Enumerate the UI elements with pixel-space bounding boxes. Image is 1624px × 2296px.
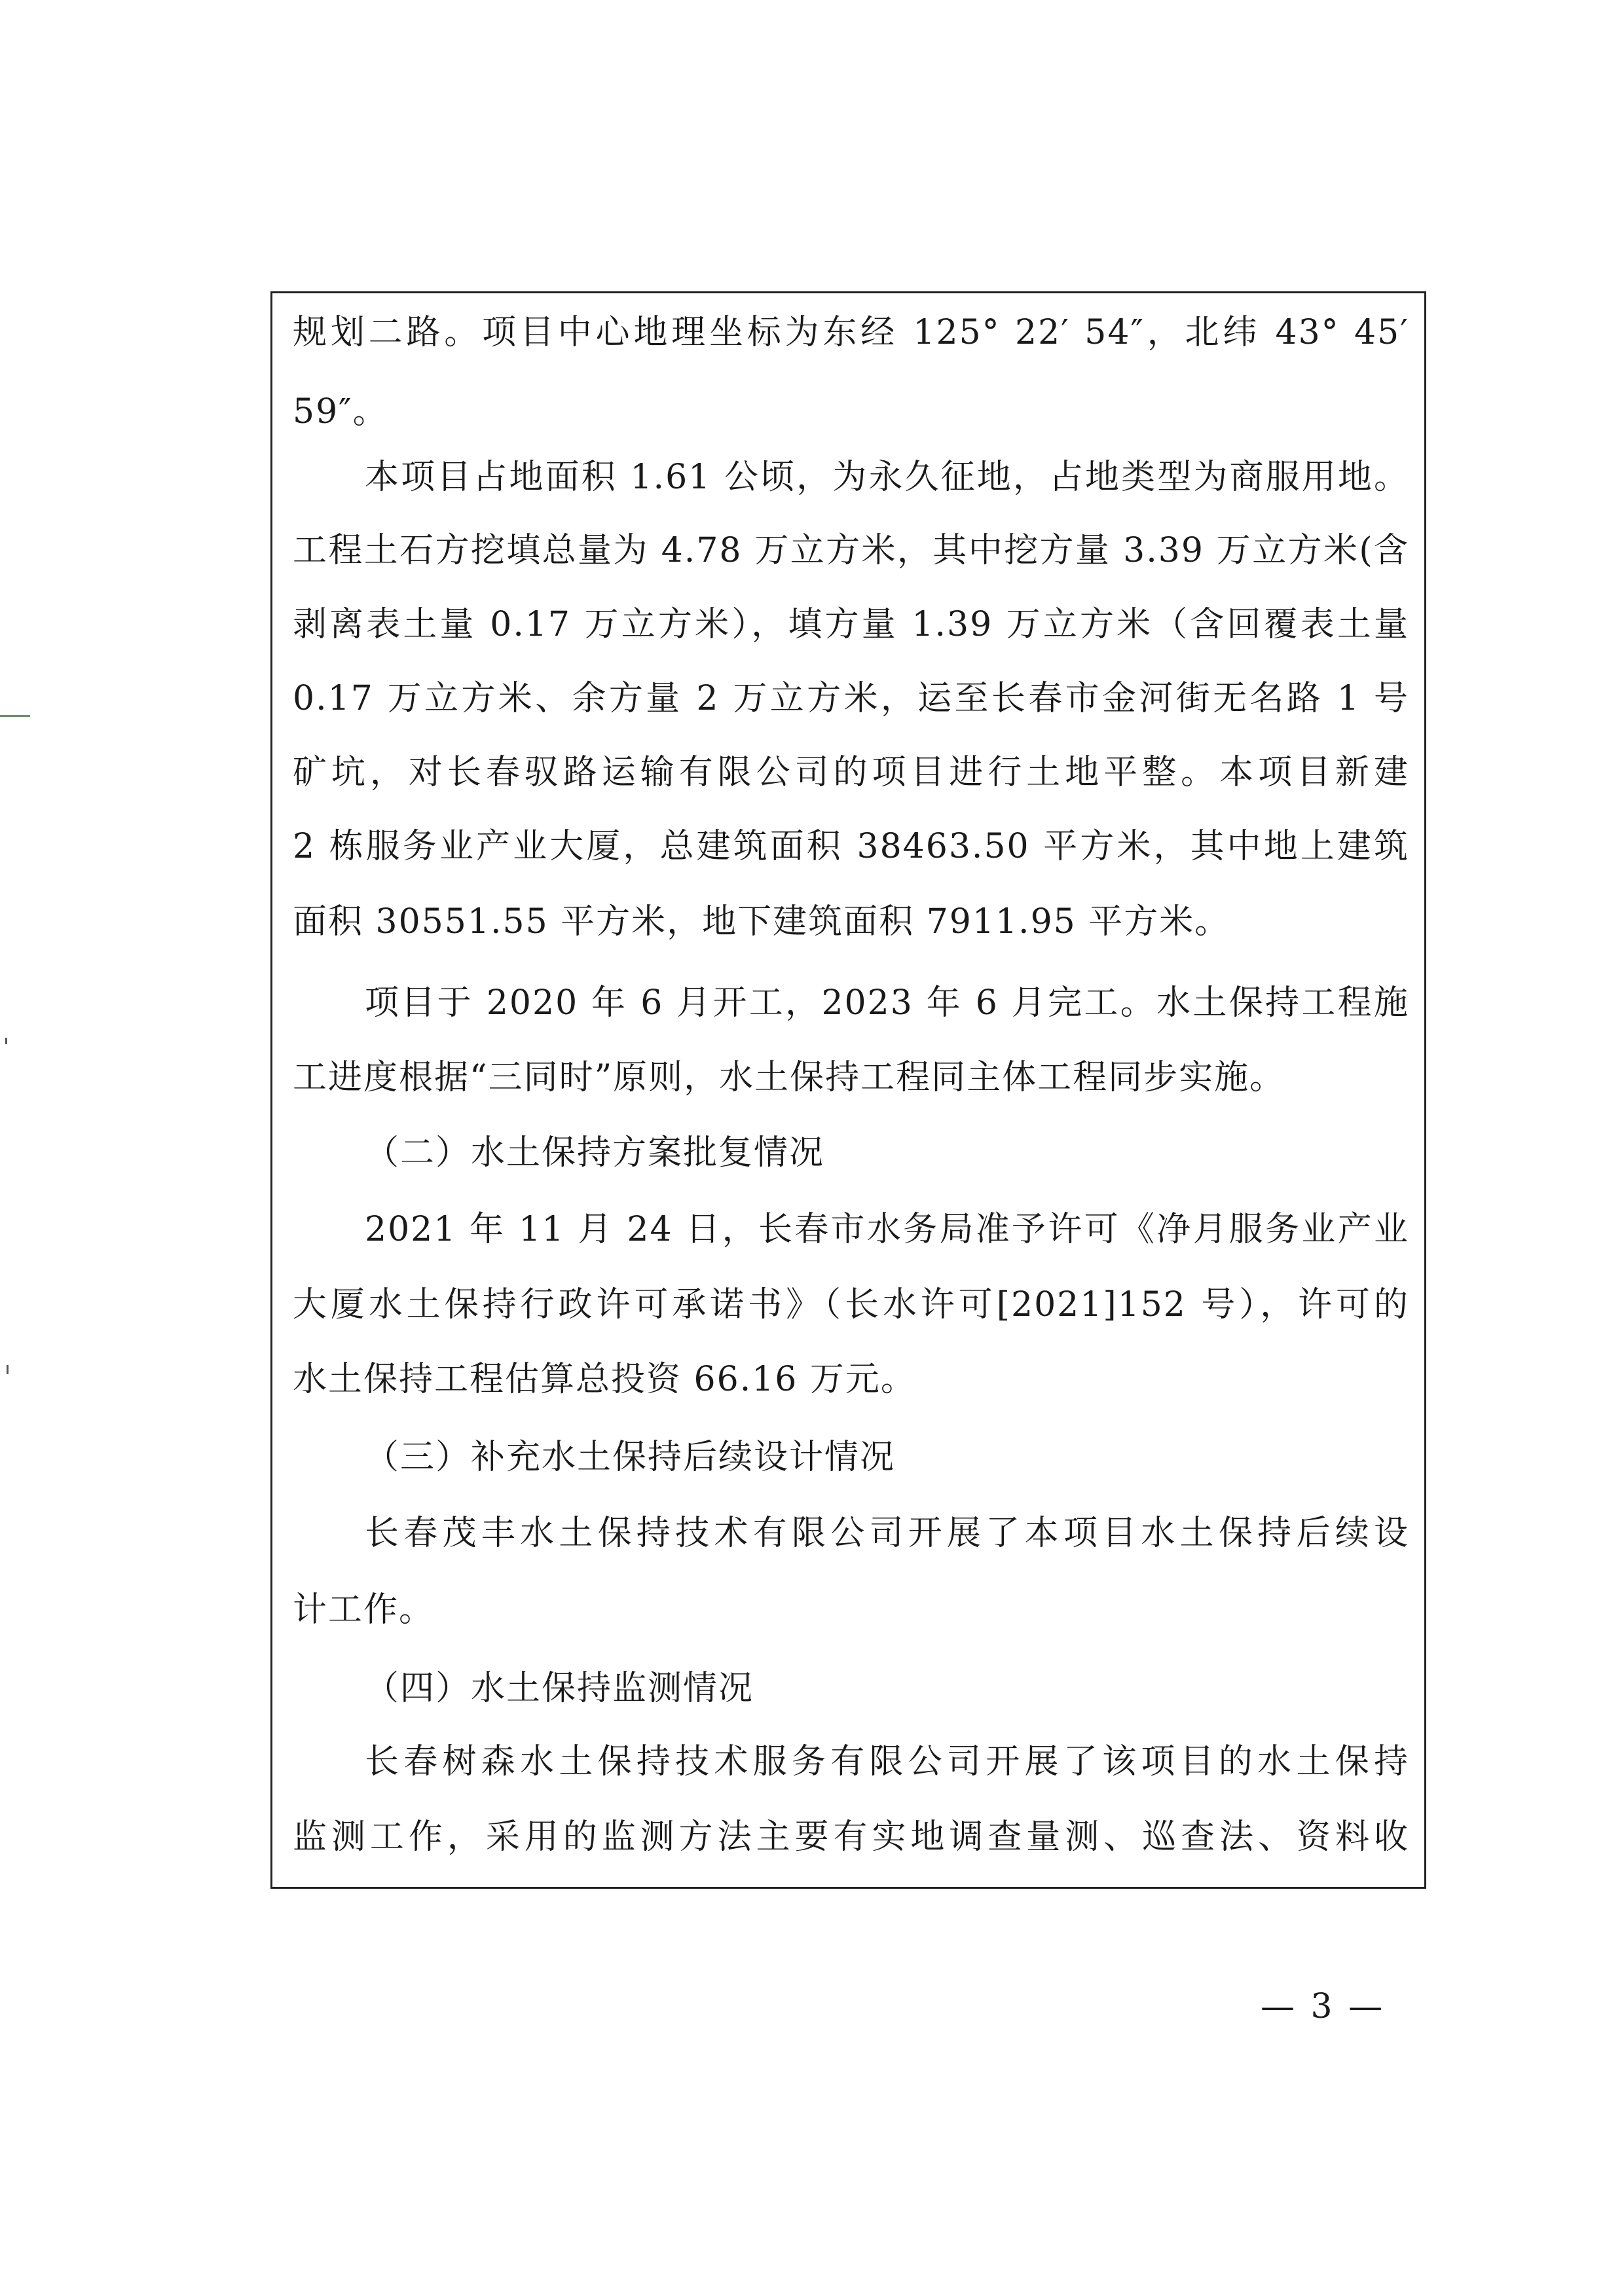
body-line: 水土保持工程估算总投资 66.16 万元。 (293, 1360, 916, 1399)
scan-speck (5, 1038, 7, 1044)
body-line: 工进度根据“三同时”原则，水土保持工程同主体工程同步实施。 (293, 1058, 1285, 1097)
page-number: — 3 — (1261, 1987, 1386, 2026)
section-heading: （二）水土保持方案批复情况 (365, 1133, 825, 1173)
paragraph-start-line: 本项目占地面积 1.61 公顷，为永久征地，占地类型为商服用地。 (365, 458, 1409, 497)
scan-speck (7, 1365, 9, 1374)
body-line: 大厦水土保持行政许可承诺书》（长水许可[2021]152 号），许可的 (293, 1285, 1409, 1324)
body-line: 2 栋服务业产业大厦，总建筑面积 38463.50 平方米，其中地上建筑 (293, 827, 1409, 866)
paragraph-start-line: 长春茂丰水土保持技术有限公司开展了本项目水土保持后续设 (365, 1514, 1409, 1553)
paragraph-start-line: 长春树森水土保持技术服务有限公司开展了该项目的水土保持 (365, 1742, 1409, 1781)
body-line: 剥离表土量 0.17 万立方米），填方量 1.39 万立方米（含回覆表土量 (293, 605, 1409, 644)
body-line: 计工作。 (293, 1590, 435, 1630)
body-line: 矿坑，对长春驭路运输有限公司的项目进行土地平整。本项目新建 (293, 753, 1409, 792)
paragraph-start-line: 2021 年 11 月 24 日，长春市水务局准予许可《净月服务业产业 (365, 1210, 1409, 1249)
body-line: 0.17 万立方米、余方量 2 万立方米，运至长春市金河街无名路 1 号 (293, 679, 1409, 718)
section-heading: （三）补充水土保持后续设计情况 (365, 1438, 896, 1477)
body-line: 工程土石方挖填总量为 4.78 万立方米，其中挖方量 3.39 万立方米(含 (293, 531, 1409, 570)
body-line: 面积 30551.55 平方米，地下建筑面积 7911.95 平方米。 (293, 902, 1230, 941)
scan-speck (0, 715, 30, 717)
paragraph-start-line: 项目于 2020 年 6 月开工，2023 年 6 月完工。水土保持工程施 (365, 983, 1409, 1023)
body-line: 59″。 (293, 392, 388, 431)
body-line: 规划二路。项目中心地理坐标为东经 125° 22′ 54″，北纬 43° 45′ (293, 313, 1409, 352)
section-heading: （四）水土保持监测情况 (365, 1669, 754, 1708)
body-line: 监测工作，采用的监测方法主要有实地调查量测、巡查法、资料收 (293, 1817, 1409, 1857)
